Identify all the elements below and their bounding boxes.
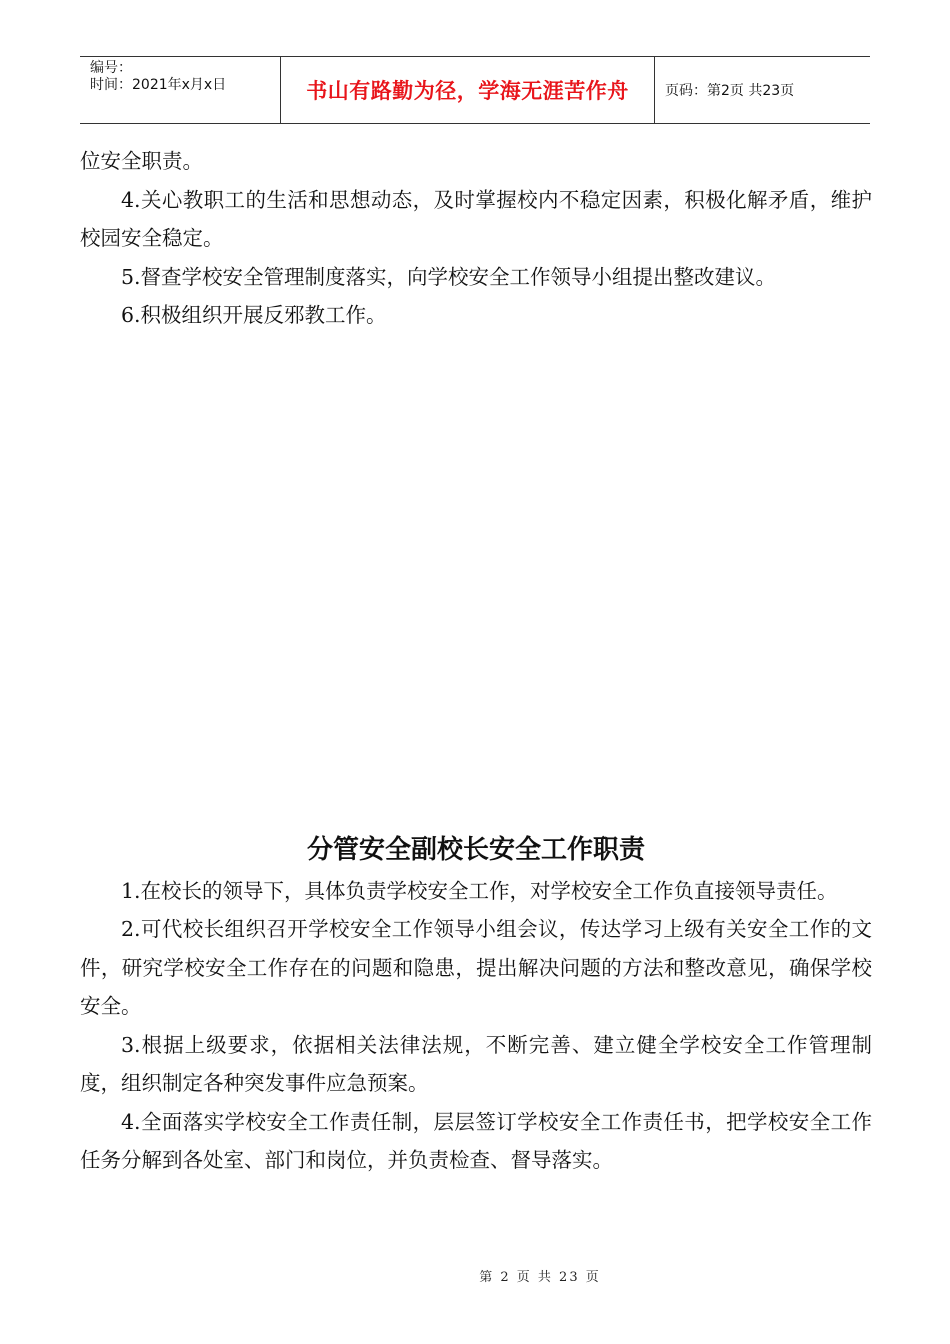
paragraph: 位安全职责。 (80, 149, 203, 173)
paragraph: 6.积极组织开展反邪教工作。 (121, 303, 387, 327)
page-footer: 第 2 页 共 23 页 (479, 1270, 601, 1285)
document-header (80, 56, 870, 124)
page-info-text: 页码：第2页 共23页 (665, 83, 795, 99)
paragraph: 4.关心教职工的生活和思想动态，及时掌握校内不稳定因素，积极化解矛盾，维护校园安全稳定。 (80, 187, 872, 250)
paragraph: 1.在校长的领导下，具体负责学校安全工作，对学校安全工作负直接领导责任。 (121, 878, 838, 903)
motto-text: 书山有路勤为径，学海无涯苦作舟 (306, 79, 629, 103)
paragraph: 5.督查学校安全管理制度落实，向学校安全工作领导小组提出整改建议。 (121, 264, 777, 289)
header-meta-cell (80, 57, 281, 123)
time-label: 时间：2021年x月x日 (90, 77, 227, 93)
blank-space (80, 335, 872, 814)
page-info-cell (655, 57, 870, 123)
paragraph: 4.全面落实学校安全工作责任制，层层签订学校安全工作责任书，把学校安全工作任务分解到各处室、部门和岗位，并负责检查、督导落实。 (80, 1109, 872, 1172)
document-body (80, 142, 872, 1180)
motto-cell (281, 57, 655, 123)
number-label: 编号： (90, 60, 132, 76)
section-title: 分管安全副校长安全工作职责 (306, 834, 645, 865)
paragraph: 3.根据上级要求，依据相关法律法规，不断完善、建立健全学校安全工作管理制度，组织制定各种突发事件应急预案。 (80, 1032, 872, 1095)
paragraph: 2.可代校长组织召开学校安全工作领导小组会议，传达学习上级有关安全工作的文件，研究学校安全工作存在的问题和隐患，提出解决问题的方法和整改意见，确保学校安全。 (80, 917, 872, 1018)
